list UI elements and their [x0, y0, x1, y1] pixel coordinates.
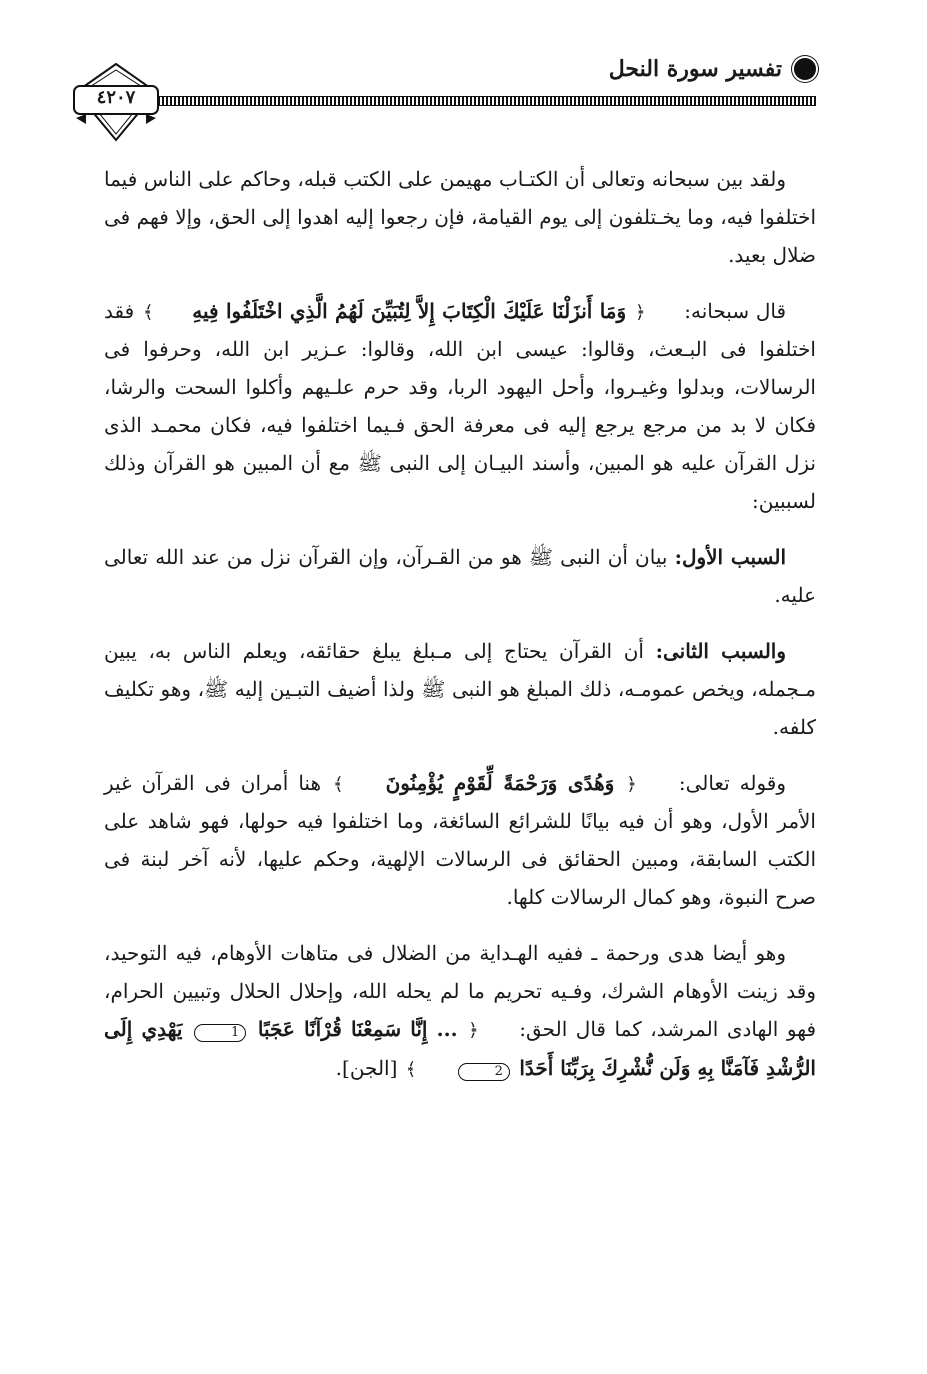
page-number: ٤٢٠٧: [96, 87, 136, 108]
paragraph-5-intro: وقوله تعالى:: [678, 771, 786, 796]
quran-open-bracket: ﴿: [634, 302, 646, 323]
paragraph-4-lead: والسبب الثانى:: [655, 639, 787, 664]
quran-verse: يَهْدِي إِلَى الرُّشْدِ فَآمَنَّا بِهِ وَلَن نُّشْرِكَ بِرَبِّنَا أَحَدًا: [104, 1017, 816, 1080]
paragraph-1-text: ولقد بين سبحانه وتعالى أن الكتـاب مهيمن على الكتب قبله، وحاكم على الناس فيما اختلفوا فيه، وما يخـتلفون إلى يوم القيامة، فإن رجعوا إليه اهدوا إلى الحق، وإلا فهم فى ضلال بعيد.: [104, 167, 816, 267]
paragraph-6: [104, 934, 816, 1086]
quran-close-bracket: ﴾: [142, 302, 154, 323]
paragraph-3-lead: السبب الأول:: [674, 545, 787, 570]
quran-close-bracket: ﴾: [405, 1058, 417, 1080]
paragraph-2-text: فقد اختلفوا فى البـعث، وقالوا: عيسى ابن الله، وقالوا: عـزير ابن الله، وحرفوا فى الرسالات، وبدلوا وغيـروا، وأحل اليهود الربا، وقد حرم علـيهم وأكلوا السحت والرشا، فكان لا بد من مرجع يرجع إليه فى معرفة الحق فـيما اختلفوا فيه، فكان محمـد الذى نزل القرآن عليه هو المبين، وأسند البيـان إلى النبى ﷺ مع أن المبين هو القرآن وذلك لسببين:: [104, 299, 816, 514]
document-body: [104, 160, 816, 1105]
page-number-badge: [72, 62, 160, 144]
paragraph-2-intro: قال سبحانه:: [684, 299, 787, 323]
paragraph-3: [104, 538, 816, 614]
quran-verse: وَمَا أَنزَلْنَا عَلَيْكَ الْكِتَابَ إِلاَّ لِتُبَيِّنَ لَهُمُ الَّذِي اخْتَلَفُوا فِيهِ: [192, 299, 627, 323]
quran-verse: ... إِنَّا سَمِعْنَا قُرْآنًا عَجَبًا: [257, 1017, 458, 1042]
verse-number-badge: 2: [458, 1063, 510, 1081]
page-header: [72, 52, 842, 132]
paragraph-3-text: بيان أن النبى ﷺ هو من القـرآن، وإن القرآن نزل من عند الله تعالى عليه.: [104, 545, 816, 608]
header-ornament-icon: [794, 58, 816, 80]
paragraph-1: [104, 160, 816, 274]
paragraph-5: [104, 764, 816, 916]
paragraph-2: [104, 292, 816, 520]
quran-close-bracket: ﴾: [333, 774, 344, 796]
quran-open-bracket: ﴿: [626, 774, 637, 796]
paragraph-4: [104, 632, 816, 746]
header-title: تفسير سورة النحل: [608, 56, 782, 82]
paragraph-4-text: أن القرآن يحتاج إلى مـبلغ يبلغ حقائقه، ويعلم الناس به، يبين مـجمله، ويخص عمومـه، ذلك المبلغ هو النبى ﷺ ولذا أضيف التبـين إليه ﷺ، وهو تكليف كلفه.: [104, 639, 816, 740]
quran-open-bracket: ﴿: [468, 1020, 479, 1042]
verse-number-badge: 1: [194, 1024, 246, 1042]
quran-verse: وَهُدًى وَرَحْمَةً لِّقَوْمٍ يُؤْمِنُونَ: [385, 771, 615, 796]
paragraph-6-text: وهو أيضا هدى ورحمة ـ ففيه الهـداية من الضلال فى متاهات الأوهام، فيه التوحيد، وقد زينت الأوهام الشرك، وفـيه تحريم ما لم يحله الله، وإحلال الحلال وتبيين الحرام، فهو الهادى المرشد، كما قال الحق:: [104, 941, 817, 1042]
surah-reference: [الجن].: [335, 1055, 398, 1080]
header-rule: [158, 96, 816, 106]
paragraph-5-text: هنا أمران فى القرآن غير الأمر الأول، وهو أن فيه بيانًا للشرائع السائغة، وما اختلفوا فيه حولها، فهو شاهد على الكتب السابقة، ومبين الحقائق فى الرسالات الإلهية، وحكم عليها، لأنه آخر لبنة فى صرح النبوة، وهو كمال الرسالات كلها.: [104, 771, 816, 910]
